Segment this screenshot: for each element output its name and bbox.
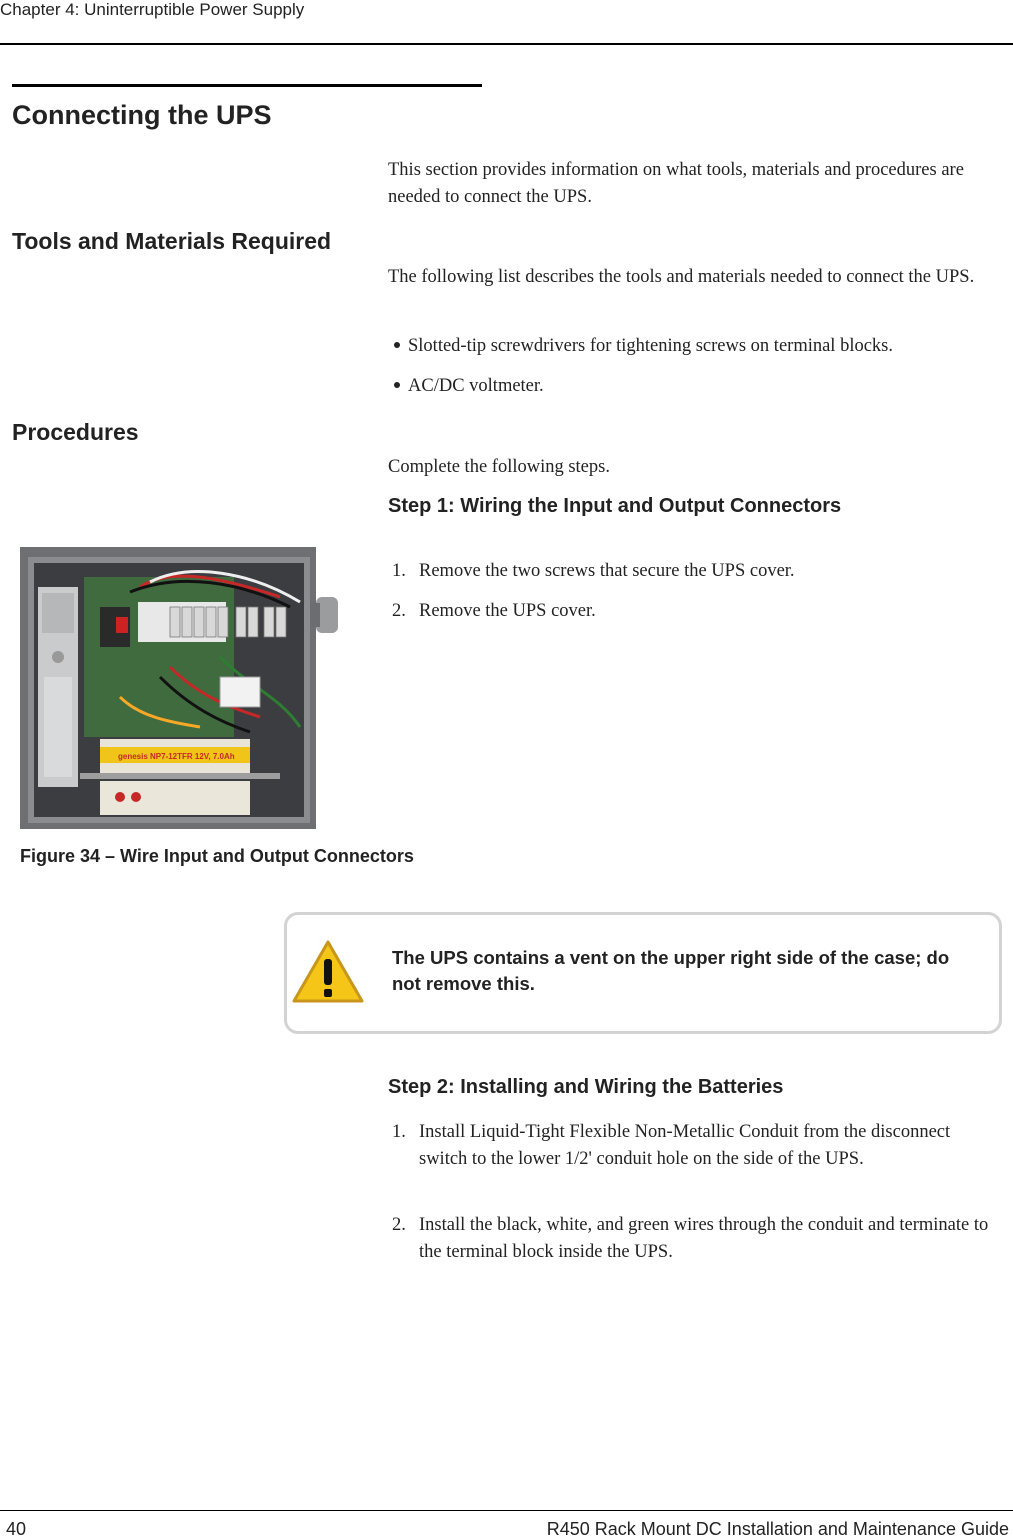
caution-note	[284, 912, 1002, 1034]
ups-interior-photo	[20, 547, 343, 829]
step1-heading: Step 1: Wiring the Input and Output Connectors	[388, 495, 842, 517]
step2-heading: Step 2: Installing and Wiring the Batteries	[388, 1076, 784, 1098]
section-intro: This section provides information on what tools, materials and procedures are needed to connect the UPS.	[388, 160, 964, 207]
section-title: Connecting the UPS	[12, 100, 272, 130]
warning-icon	[291, 939, 365, 1010]
procedures-heading: Procedures	[12, 419, 139, 445]
chapter-header: Chapter 4: Uninterruptible Power Supply	[0, 0, 305, 19]
step2-item: 1. Install Liquid-Tight Flexible Non-Metallic Conduit from the disconnect switch to the lower 1/2' conduit hole on the side of the UPS.	[392, 1122, 951, 1169]
section-title-rule	[12, 84, 482, 87]
tools-intro: The following list describes the tools and materials needed to connect the UPS.	[388, 267, 975, 287]
battery-brand: genesis	[118, 752, 148, 761]
footer-divider	[0, 1510, 1013, 1511]
step1-item: 1. Remove the two screws that secure the UPS cover.	[392, 561, 795, 581]
bullet-icon	[394, 342, 400, 348]
header-divider	[0, 43, 1013, 45]
document-title: R450 Rack Mount DC Installation and Maintenance Guide	[546, 1519, 1009, 1539]
tools-list-item: AC/DC voltmeter.	[394, 373, 544, 400]
step2-item: 2. Install the black, white, and green wires through the conduit and terminate to the terminal block inside the UPS.	[392, 1215, 989, 1262]
tools-list-item: Slotted-tip screwdrivers for tightening screws on terminal blocks.	[394, 333, 893, 360]
page-number: 40	[6, 1519, 27, 1539]
tools-heading: Tools and Materials Required	[12, 228, 332, 254]
battery-label: NP7-12TFR 12V, 7.0Ah	[150, 752, 235, 761]
bullet-icon	[394, 382, 400, 388]
figure-caption: Figure 34 – Wire Input and Output Connectors	[20, 846, 414, 866]
procedures-intro: Complete the following steps.	[388, 457, 610, 477]
step1-item: 2. Remove the UPS cover.	[392, 601, 596, 621]
caution-text: The UPS contains a vent on the upper right side of the case; do not remove this.	[392, 947, 950, 994]
